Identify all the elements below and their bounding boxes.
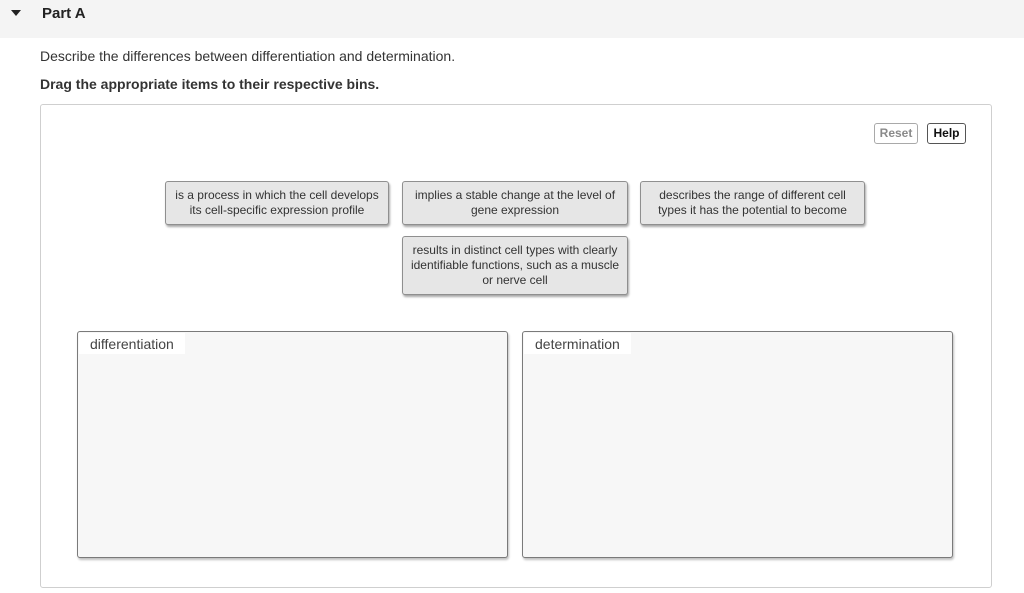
bin-label: determination xyxy=(524,333,631,354)
collapse-caret-icon[interactable] xyxy=(11,10,21,16)
part-title: Part A xyxy=(42,5,86,22)
help-button[interactable]: Help xyxy=(927,123,966,144)
bin-determination[interactable] xyxy=(522,331,953,558)
bin-label: differentiation xyxy=(79,333,185,354)
bin-differentiation[interactable] xyxy=(77,331,508,558)
drag-item[interactable]: is a process in which the cell develops its cell-specific expression profile xyxy=(165,181,389,225)
question-instructions: Drag the appropriate items to their respective bins. xyxy=(40,76,380,92)
drag-item[interactable]: results in distinct cell types with clearly identifiable functions, such as a muscle or nerve cell xyxy=(402,236,628,295)
drag-item[interactable]: describes the range of different cell types it has the potential to become xyxy=(640,181,865,225)
drag-item[interactable]: implies a stable change at the level of gene expression xyxy=(402,181,628,225)
reset-button[interactable]: Reset xyxy=(874,123,918,144)
question-prompt: Describe the differences between differentiation and determination. xyxy=(40,48,456,64)
part-header[interactable] xyxy=(0,0,1024,38)
